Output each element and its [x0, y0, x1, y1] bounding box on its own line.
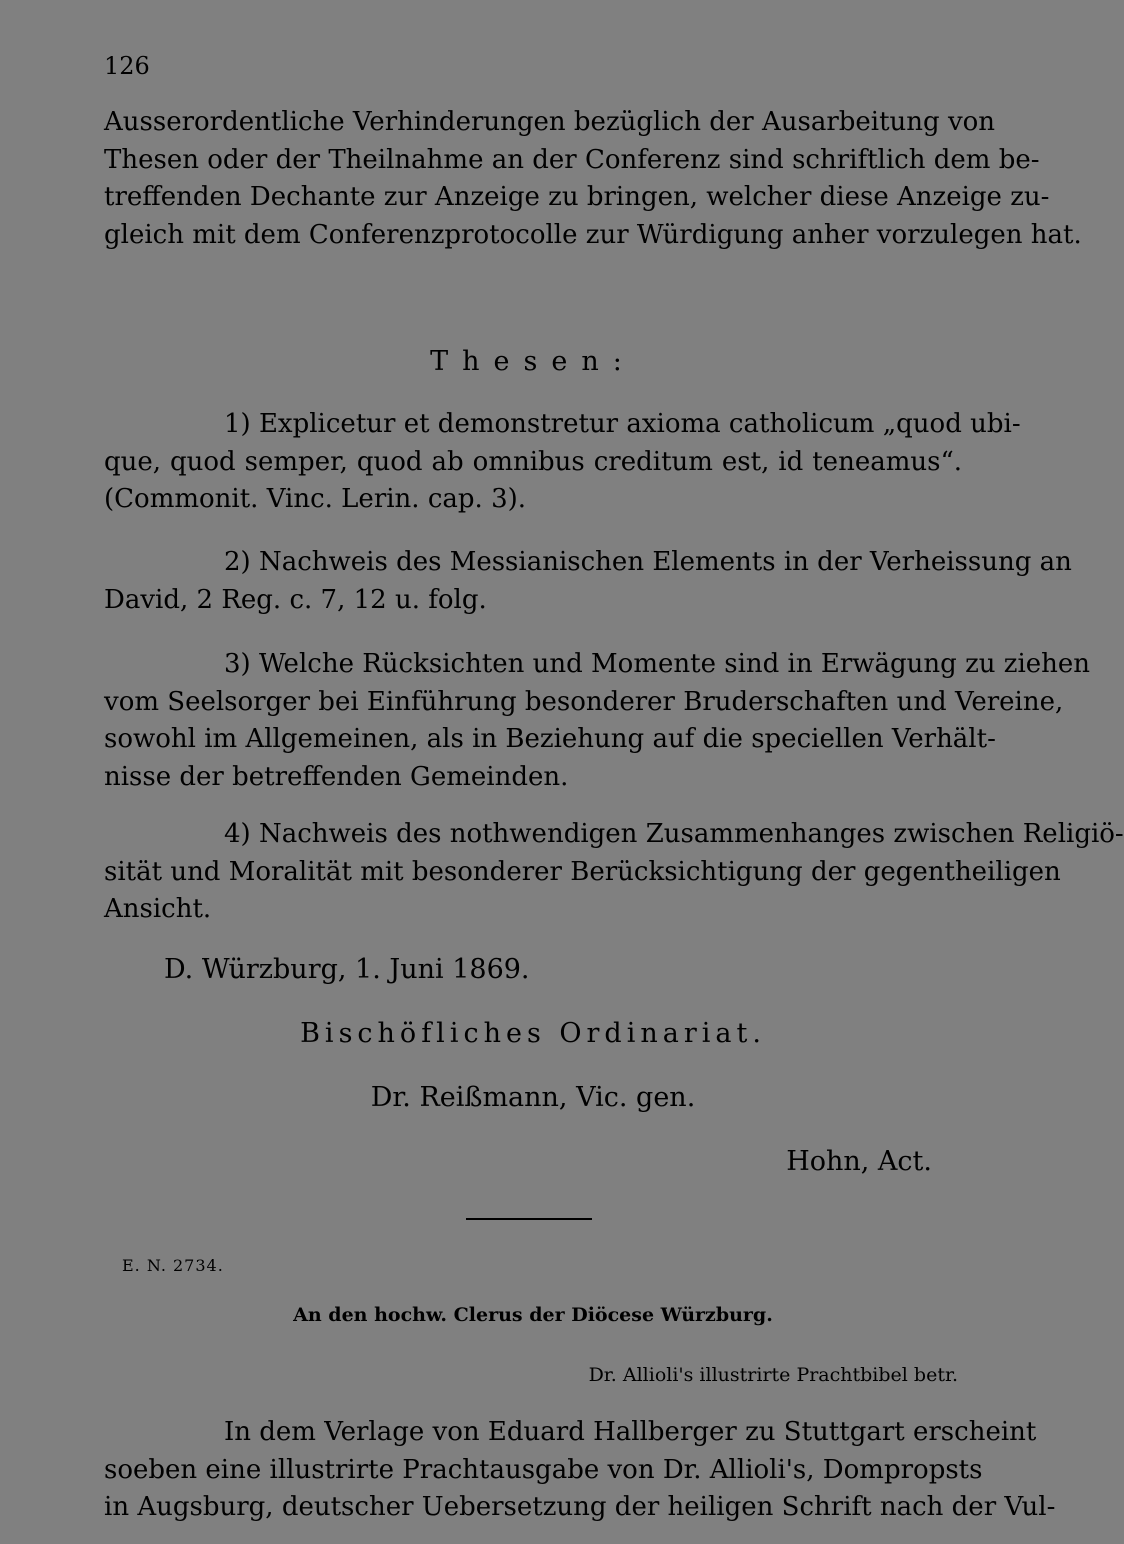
thesis-2 [104, 544, 1072, 619]
text-line: sität und Moralität mit besonderer Berücksichtigung der gegentheiligen [104, 856, 1061, 887]
text-line: treffenden Dechante zur Anzeige zu bringen, welcher diese Anzeige zu- [104, 182, 1050, 212]
text-line: vom Seelsorger bei Einführung besonderer Bruderschaften und Vereine, [104, 686, 1064, 717]
text-line: (Commonit. Vinc. Lerin. cap. 3). [104, 484, 527, 514]
text-line: 3) Welche Rücksichten und Momente sind in Erwägung zu ziehen [224, 649, 1091, 679]
text-line: in Augsburg, deutscher Uebersetzung der heiligen Schrift nach der Vul- [104, 1492, 1056, 1522]
text-line: David, 2 Reg. c. 7, 12 u. folg. [104, 584, 487, 615]
intro-paragraph [104, 104, 1082, 254]
text-line: Ansicht. [104, 894, 212, 924]
text-line: que, quod semper, quod ab omnibus creditum est, id teneamus“. [104, 446, 962, 477]
signatory: Dr. Reißmann, Vic. gen. [370, 1082, 696, 1113]
text-line: nisse der betreffenden Gemeinden. [104, 761, 569, 792]
actuary: Hohn, Act. [786, 1146, 932, 1177]
text-line: gleich mit dem Conferenzprotocolle zur Würdigung anher vorzulegen hat. [104, 219, 1082, 250]
text-line: Ausserordentliche Verhinderungen bezüglich der Ausarbeitung von [104, 107, 996, 137]
subject-line: Dr. Allioli's illustrirte Prachtbibel betr. [588, 1364, 958, 1386]
page-number: 126 [104, 52, 150, 80]
text-line: 2) Nachweis des Messianischen Elements in der Verheissung an [224, 547, 1072, 577]
addressee-line: An den hochw. Clerus der Diöcese Würzburg. [293, 1304, 773, 1326]
theses-heading: Thesen: [430, 346, 636, 377]
issuing-office: Bischöfliches Ordinariat. [300, 1018, 766, 1049]
dateline: D. Würzburg, 1. Juni 1869. [164, 954, 530, 985]
text-line: 1) Explicetur et demonstretur axioma catholicum „quod ubi- [224, 409, 1021, 439]
text-line: In dem Verlage von Eduard Hallberger zu Stuttgart erscheint [224, 1417, 1037, 1447]
announcement-paragraph [104, 1414, 1056, 1527]
document-page [104, 52, 1124, 1522]
thesis-4 [104, 816, 1124, 929]
text-line: soeben eine illustrirte Prachtausgabe von Dr. Allioli's, Dompropsts [104, 1454, 983, 1485]
text-line: 4) Nachweis des nothwendigen Zusammenhanges zwischen Religiö- [224, 819, 1124, 849]
text-line: sowohl im Allgemeinen, als in Beziehung auf die speciellen Verhält- [104, 724, 996, 754]
thesis-1 [104, 406, 1021, 519]
section-divider [466, 1218, 592, 1220]
thesis-3 [104, 646, 1091, 796]
reference-number: E. N. 2734. [122, 1256, 224, 1275]
text-line: Thesen oder der Theilnahme an der Conferenz sind schriftlich dem be- [104, 144, 1040, 175]
